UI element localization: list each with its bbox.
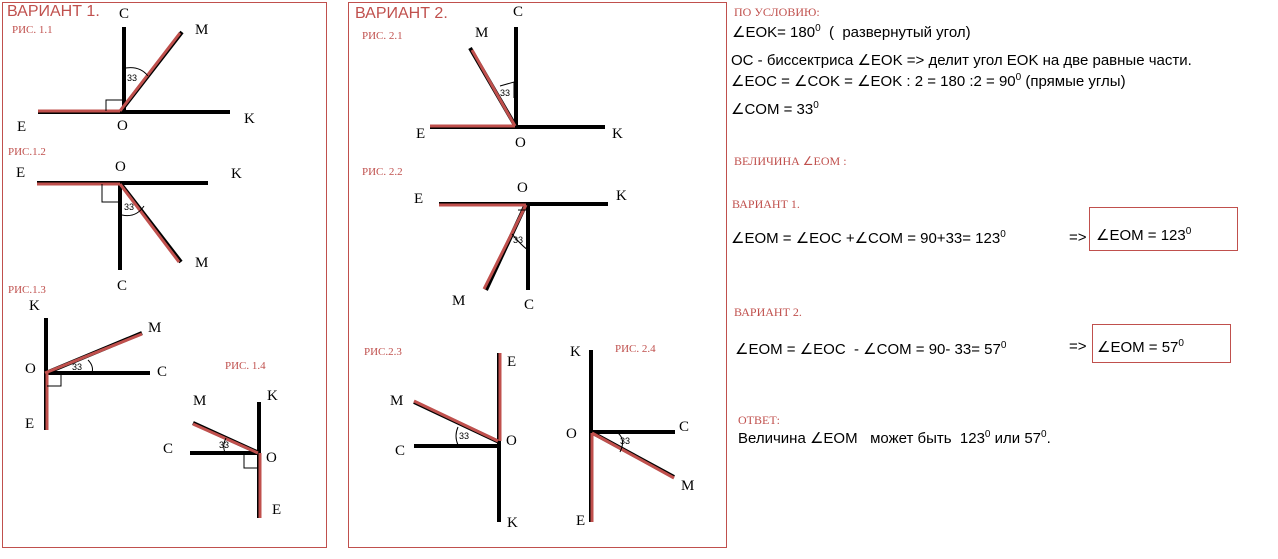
v2-result-text: ∠EOM = 57 <box>1097 339 1179 356</box>
fig23-label-k: K <box>507 515 518 531</box>
fig14-caption: РИС. 1.4 <box>225 360 266 372</box>
fig24-label-e: E <box>576 513 586 529</box>
fig11-label-k: K <box>244 111 255 127</box>
fig11-label-c: C <box>119 6 130 22</box>
given-line3-degree: 0 <box>1015 72 1022 83</box>
fig21-label-k: K <box>612 126 623 142</box>
fig21-label-m: M <box>475 25 489 41</box>
fig22-label-k: K <box>616 188 627 204</box>
v1-calc <box>731 229 1006 247</box>
fig23-label-m: M <box>390 393 404 409</box>
fig13-label-k: K <box>29 298 40 314</box>
answer <box>738 429 1051 447</box>
fig12-label-e: E <box>16 165 26 181</box>
fig14-label-m: M <box>193 393 207 409</box>
fig11-label-m: M <box>195 22 209 38</box>
v1-calc-text: ∠EOM = ∠EOC +∠COM = 90+33= 123 <box>731 230 1001 247</box>
fig21-caption: РИС. 2.1 <box>362 30 403 42</box>
given-line3-text: ∠EOC = ∠COK = ∠EOK : 2 = 180 :2 = 90 <box>731 73 1016 90</box>
v1-result <box>1096 226 1191 244</box>
fig23-label-e: E <box>507 354 517 370</box>
variant2-caption: ВАРИАНТ 2. <box>734 305 802 319</box>
fig13-angle: 33 <box>72 362 83 372</box>
v2-calc <box>735 340 1006 358</box>
fig12-label-c: C <box>117 278 128 294</box>
v1-arrow: => <box>1069 229 1087 246</box>
v2-result-degree: 0 <box>1178 338 1184 349</box>
variant1-title: ВАРИАНТ 1. <box>7 3 100 20</box>
answer-mid: или 57 <box>990 430 1042 447</box>
given-line3 <box>731 72 1126 90</box>
given-caption: ПО УСЛОВИЮ: <box>734 5 820 19</box>
fig24-label-c: C <box>679 419 690 435</box>
fig12-angle: 33 <box>124 202 135 212</box>
fig12-label-m: M <box>195 255 209 271</box>
v1-result-degree: 0 <box>1185 226 1192 237</box>
fig21-angle: 33 <box>500 88 511 98</box>
fig23-label-c: C <box>395 443 406 459</box>
magnitude-caption: ВЕЛИЧИНА ∠EOM : <box>734 154 847 168</box>
fig24-label-o: O <box>566 426 577 442</box>
fig22-lines <box>439 204 608 290</box>
given-line2: OC - биссектриса ∠EOK => делит угол EOK на две равные части. <box>731 52 1192 69</box>
answer-text: Величина ∠EOM может быть 123 <box>738 430 985 447</box>
fig12-lines <box>37 183 208 270</box>
v2-calc-text: ∠EOM = ∠EOC - ∠COM = 90- 33= 57 <box>735 341 1001 358</box>
fig11-lines <box>38 27 230 112</box>
fig22-label-e: E <box>414 191 424 207</box>
fig11-caption: РИС. 1.1 <box>12 24 53 36</box>
fig22-label-o: O <box>517 180 528 196</box>
fig21-lines <box>430 27 605 127</box>
fig14-label-c: C <box>163 441 174 457</box>
fig13-label-e: E <box>25 416 35 432</box>
given-line4-degree: 0 <box>813 100 819 111</box>
fig12-label-k: K <box>231 166 242 182</box>
fig14-label-e: E <box>272 502 282 518</box>
fig23-angle: 33 <box>459 431 470 441</box>
v1-calc-degree: 0 <box>1000 229 1006 240</box>
v2-arrow: => <box>1069 338 1087 355</box>
fig24-label-k: K <box>570 344 581 360</box>
fig13-lines <box>45 318 150 430</box>
fig24-lines <box>591 350 675 522</box>
variant2-title: ВАРИАНТ 2. <box>355 5 448 22</box>
fig14-label-k: K <box>267 388 278 404</box>
variant1-caption: ВАРИАНТ 1. <box>732 197 800 211</box>
fig14-angle: 33 <box>219 440 230 450</box>
fig22-label-c: C <box>524 297 535 313</box>
v2-result <box>1097 338 1184 356</box>
given-line1-tail: ( развернутый угол) <box>820 24 971 41</box>
v2-calc-degree: 0 <box>1000 340 1007 351</box>
fig22-angle: 33 <box>513 235 524 245</box>
fig23-lines <box>414 353 500 522</box>
fig21-label-o: O <box>515 135 526 151</box>
fig23-caption: РИС.2.3 <box>364 346 402 358</box>
fig22-label-m: M <box>452 293 466 309</box>
fig14-label-o: O <box>266 450 277 466</box>
fig24-caption: РИС. 2.4 <box>615 343 656 355</box>
given-line1-degree: 0 <box>815 23 821 34</box>
given-line1-text: ∠EOK= 180 <box>732 24 816 41</box>
fig13-label-c: C <box>157 364 168 380</box>
given-line1 <box>732 23 971 41</box>
fig12-caption: РИС.1.2 <box>8 146 46 158</box>
fig13-label-m: M <box>148 320 162 336</box>
answer-degree-1: 0 <box>984 429 991 440</box>
given-line3-tail: (прямые углы) <box>1021 73 1126 90</box>
fig24-label-m: M <box>681 478 695 494</box>
fig11-label-o: O <box>117 118 128 134</box>
fig21-label-c: C <box>513 4 524 20</box>
answer-caption: ОТВЕТ: <box>738 413 780 427</box>
fig14-lines <box>190 402 260 518</box>
answer-end: . <box>1046 430 1051 447</box>
fig21-label-e: E <box>416 126 426 142</box>
answer-degree-2: 0 <box>1041 429 1047 440</box>
fig13-caption: РИС.1.3 <box>8 284 46 296</box>
fig23-label-o: O <box>506 433 517 449</box>
given-line4-text: ∠COM = 33 <box>731 101 814 118</box>
fig13-label-o: O <box>25 361 36 377</box>
fig11-angle: 33 <box>127 73 138 83</box>
fig11-label-e: E <box>17 119 27 135</box>
fig12-label-o: O <box>115 159 126 175</box>
fig22-caption: РИС. 2.2 <box>362 166 403 178</box>
fig24-angle: 33 <box>620 436 631 446</box>
v1-result-text: ∠EOM = 123 <box>1096 227 1186 244</box>
given-line4 <box>731 100 819 118</box>
